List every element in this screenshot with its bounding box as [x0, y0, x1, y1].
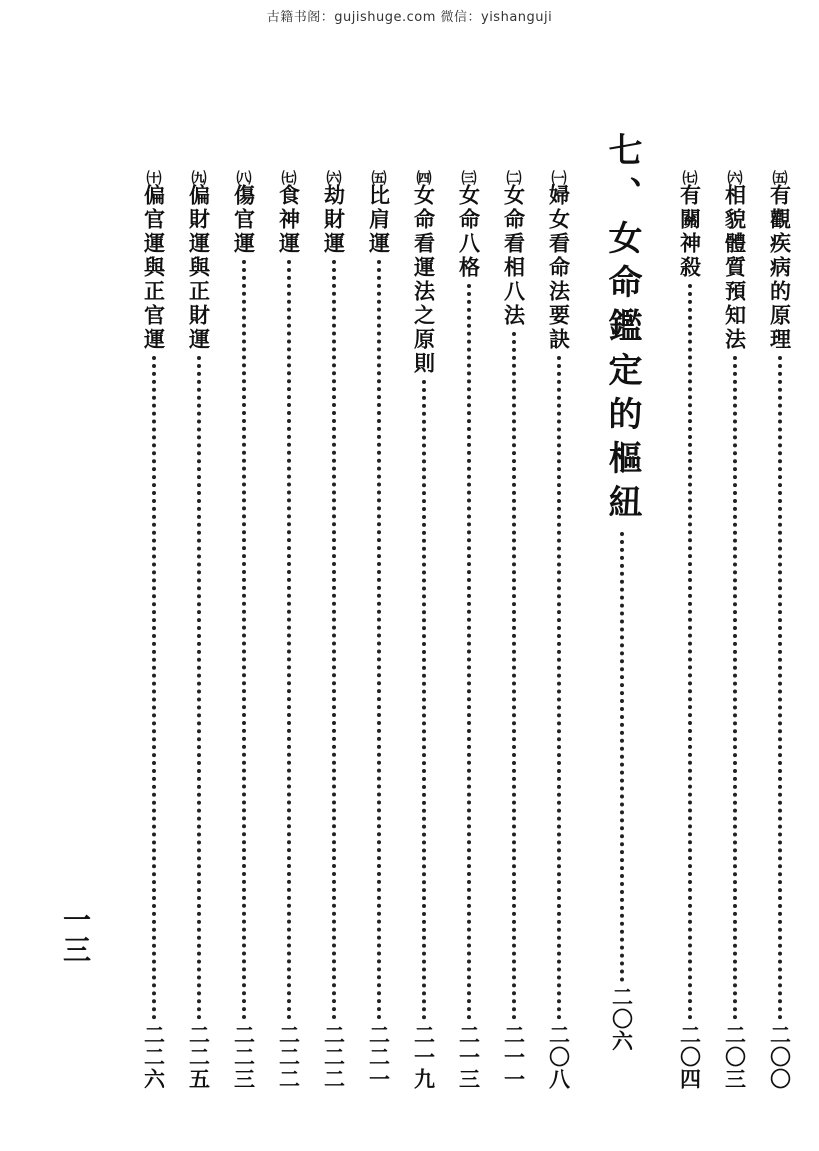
entry-title: [722, 170, 748, 352]
dot-leader: [778, 356, 782, 1020]
toc-entry[interactable]: [179, 170, 219, 1090]
dot-leader: [467, 284, 471, 1020]
entry-title-text: 女命看相八法: [501, 184, 527, 328]
entry-page-number: 二一三: [456, 1024, 482, 1090]
toc-entry[interactable]: [715, 170, 755, 1090]
entry-page-number: 二〇八: [546, 1024, 572, 1090]
entry-number: ㈤: [369, 170, 388, 184]
entry-number: ㈩: [144, 170, 163, 184]
entry-title: [231, 170, 257, 256]
dot-leader: [733, 356, 737, 1020]
entry-number: ㈥: [725, 170, 744, 184]
entry-title-text: 比肩運: [366, 184, 392, 256]
dot-leader: [242, 260, 246, 1020]
entry-number: ㈦: [279, 170, 298, 184]
entry-title-text: 偏財運與正財運: [186, 184, 212, 352]
entry-title: [321, 170, 347, 256]
entry-title: [501, 170, 527, 328]
dot-leader: [512, 332, 516, 1020]
toc-entry[interactable]: [449, 170, 489, 1090]
entry-title: [276, 170, 302, 256]
dot-leader: [197, 356, 201, 1020]
watermark-text: 古籍书阁：gujishuge.com 微信：yishanguji: [266, 10, 553, 25]
dot-leader: [688, 284, 692, 1020]
toc-entry[interactable]: [224, 170, 264, 1090]
toc-entry[interactable]: [760, 170, 800, 1090]
entry-title-text: 偏官運與正官運: [141, 184, 167, 352]
entry-page-number: 二二二: [276, 1024, 302, 1090]
entry-title-text: 傷官運: [231, 184, 257, 256]
entry-number: ㈦: [680, 170, 699, 184]
entry-title: [186, 170, 212, 352]
entry-title: [546, 170, 572, 352]
entry-title-text: 有觀疾病的原理: [767, 184, 793, 352]
folio-page-number: 一三: [59, 905, 92, 965]
entry-title-text: 女命看運法之原則: [411, 184, 437, 376]
chapter-title: [602, 132, 642, 528]
entry-page-number: 二二五: [186, 1024, 212, 1090]
chapter-title-text: 七、女命鑑定的樞紐: [602, 132, 642, 528]
entry-number: ㈨: [189, 170, 208, 184]
dot-leader: [332, 260, 336, 1020]
entry-number: ㈠: [549, 170, 568, 184]
entry-page-number: 二〇三: [722, 1024, 748, 1090]
entry-title-text: 劫財運: [321, 184, 347, 256]
entry-number: ㈢: [459, 170, 478, 184]
entry-page-number: 二一九: [411, 1024, 437, 1090]
toc-entry[interactable]: [314, 170, 354, 1090]
entry-number: ㈤: [770, 170, 789, 184]
dot-leader: [377, 260, 381, 1020]
entry-page-number: 二二一: [366, 1024, 392, 1090]
entry-number: ㈣: [414, 170, 433, 184]
entry-title-text: 女命八格: [456, 184, 482, 280]
dot-leader: [557, 356, 561, 1020]
entry-number: ㈡: [504, 170, 523, 184]
entry-title: [677, 170, 703, 280]
entry-page-number: 二〇四: [677, 1024, 703, 1090]
dot-leader: [287, 260, 291, 1020]
entry-page-number: 二一一: [501, 1024, 527, 1090]
toc-entry[interactable]: [359, 170, 399, 1090]
dot-leader: [422, 380, 426, 1020]
entry-title-text: 相貌體質預知法: [722, 184, 748, 352]
toc-entry[interactable]: [269, 170, 309, 1090]
entry-title: [411, 170, 437, 376]
entry-number: ㈥: [324, 170, 343, 184]
entry-title-text: 食神運: [276, 184, 302, 256]
dot-leader: [152, 356, 156, 1020]
toc-entry[interactable]: [134, 170, 174, 1090]
toc-entry[interactable]: [670, 170, 710, 1090]
entry-title: [767, 170, 793, 352]
entry-title: [456, 170, 482, 280]
chapter-page-number: 二〇六: [609, 986, 635, 1052]
entry-page-number: 二二三: [231, 1024, 257, 1090]
toc-chapter-heading[interactable]: [593, 132, 651, 1052]
entry-page-number: 二〇〇: [767, 1024, 793, 1090]
entry-title: [141, 170, 167, 352]
entry-title-text: 有關神殺: [677, 184, 703, 280]
dot-leader: [620, 532, 624, 982]
entry-number: ㈧: [234, 170, 253, 184]
table-of-contents: [100, 132, 800, 1090]
toc-entry[interactable]: [494, 170, 534, 1090]
entry-title-text: 婦女看命法要訣: [546, 184, 572, 352]
entry-page-number: 二二二: [321, 1024, 347, 1090]
toc-entry[interactable]: [404, 170, 444, 1090]
toc-entry[interactable]: [539, 170, 579, 1090]
entry-page-number: 二二六: [141, 1024, 167, 1090]
entry-title: [366, 170, 392, 256]
